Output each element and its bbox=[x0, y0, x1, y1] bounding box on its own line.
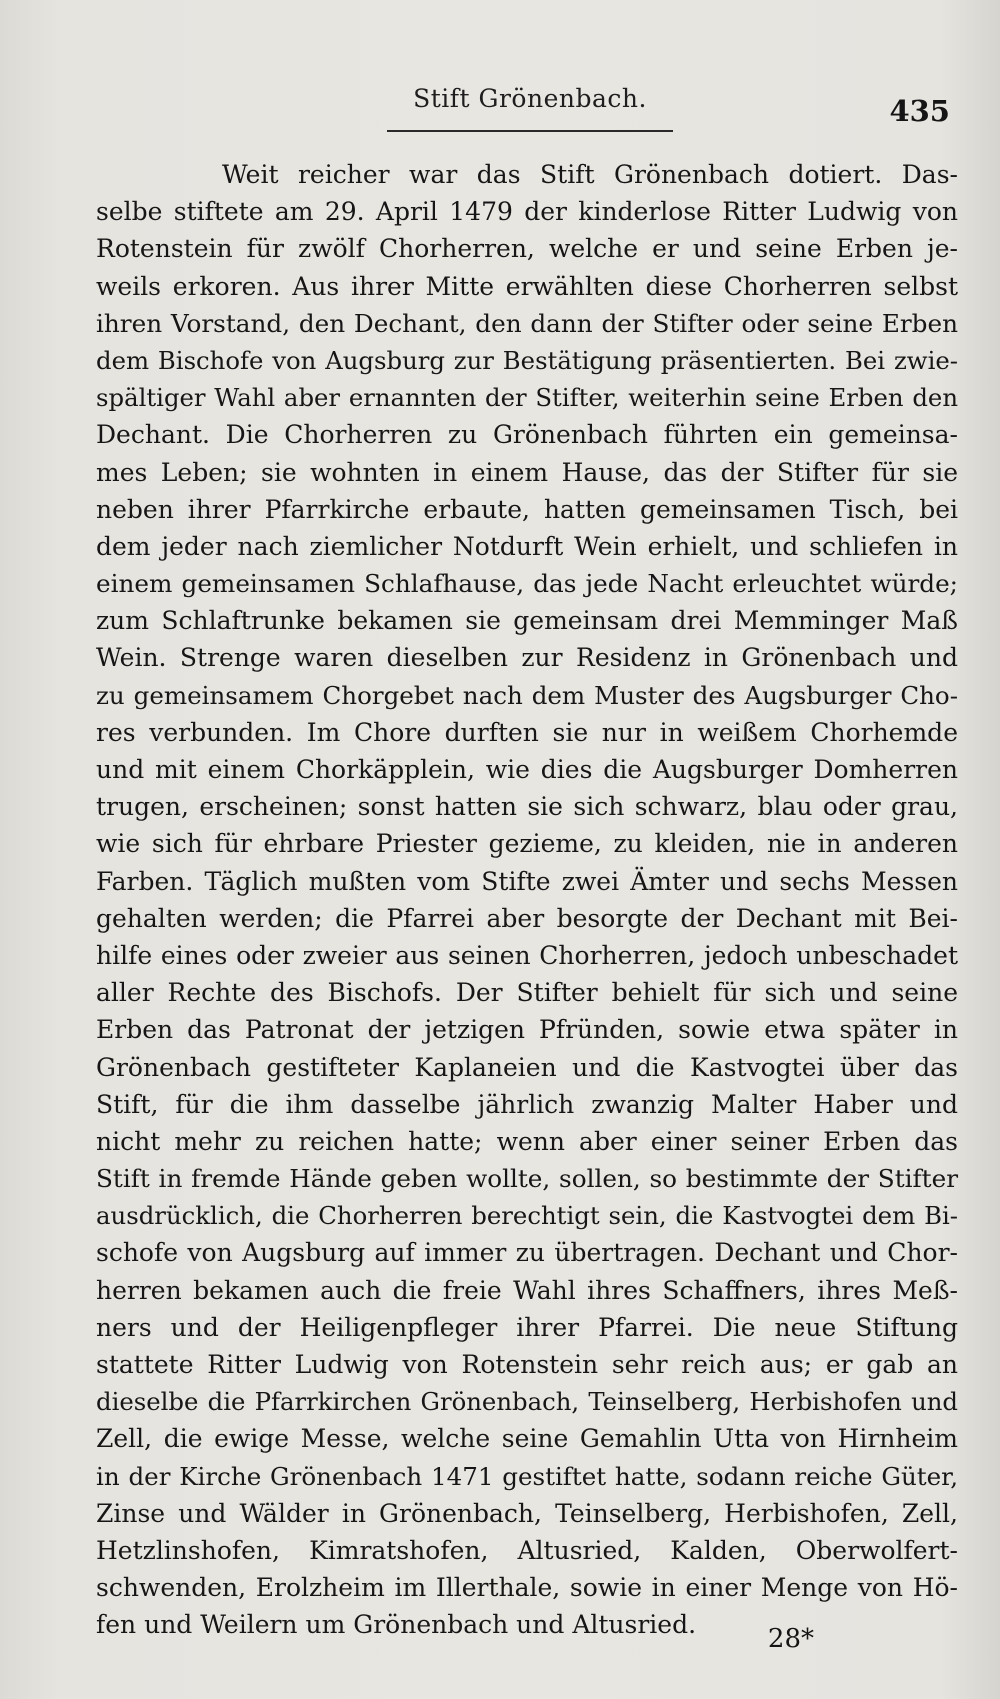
text-line: schwenden, Erolzheim im Illerthale, sowie in einer Menge von Hö- bbox=[96, 1573, 958, 1603]
text-line: schofe von Augsburg auf immer zu übertragen. Dechant und Chor- bbox=[96, 1238, 958, 1268]
text-line: Grönenbach gestifteter Kaplaneien und die Kastvogtei über das bbox=[96, 1052, 958, 1082]
text-line: weils erkoren. Aus ihrer Mitte erwählten diese Chorherren selbst bbox=[96, 271, 958, 301]
text-line: neben ihrer Pfarrkirche erbaute, hatten gemeinsamen Tisch, bei bbox=[96, 494, 958, 524]
text-line: dem Bischofe von Augsburg zur Bestätigung präsentierten. Bei zwie- bbox=[96, 345, 958, 375]
text-line: zu gemeinsamem Chorgebet nach dem Muster des Augsburger Cho- bbox=[96, 680, 958, 710]
text-line: zum Schlaftrunke bekamen sie gemeinsam drei Memminger Maß bbox=[96, 606, 958, 636]
text-line: wie sich für ehrbare Priester gezieme, zu kleiden, nie in anderen bbox=[96, 829, 958, 859]
text-line: res verbunden. Im Chore durften sie nur in weißem Chorhemde bbox=[96, 717, 958, 747]
text-line: Wein. Strenge waren dieselben zur Residenz in Grönenbach und bbox=[96, 643, 958, 673]
text-line: Hetzlinshofen, Kimratshofen, Altusried, Kalden, Oberwolfert- bbox=[96, 1535, 958, 1565]
text-line: selbe stiftete am 29. April 1479 der kinderlose Ritter Ludwig von bbox=[96, 197, 958, 227]
text-line: ihren Vorstand, den Dechant, den dann der Stifter oder seine Erben bbox=[96, 308, 958, 338]
text-line: gehalten werden; die Pfarrei aber besorgte der Dechant mit Bei- bbox=[96, 903, 958, 933]
text-line: ausdrücklich, die Chorherren berechtigt sein, die Kastvogtei dem Bi- bbox=[96, 1201, 958, 1231]
signature-mark: 28* bbox=[767, 1624, 814, 1654]
text-line: Erben das Patronat der jetzigen Pfründen, sowie etwa später in bbox=[96, 1015, 958, 1045]
text-line: Dechant. Die Chorherren zu Grönenbach führten ein gemeinsa- bbox=[96, 420, 958, 450]
header-rule bbox=[387, 130, 673, 132]
text-line: hilfe eines oder zweier aus seinen Chorherren, jedoch unbeschadet bbox=[96, 940, 958, 970]
text-line: Zell, die ewige Messe, welche seine Gemahlin Utta von Hirnheim bbox=[96, 1424, 958, 1454]
text-line: Stift, für die ihm dasselbe jährlich zwanzig Malter Haber und bbox=[96, 1089, 958, 1119]
body-text bbox=[96, 156, 958, 1644]
text-line: Farben. Täglich mußten vom Stifte zwei Ämter und sechs Messen bbox=[96, 866, 958, 896]
text-line: einem gemeinsamen Schlafhause, das jede Nacht erleuchtet würde; bbox=[96, 569, 958, 599]
text-line: Zinse und Wälder in Grönenbach, Teinselberg, Herbishofen, Zell, bbox=[96, 1498, 958, 1528]
text-line: in der Kirche Grönenbach 1471 gestiftet hatte, sodann reiche Güter, bbox=[96, 1461, 958, 1491]
text-line: spältiger Wahl aber ernannten der Stifter, weiterhin seine Erben den bbox=[96, 383, 958, 413]
running-head: Stift Grönenbach. bbox=[413, 84, 647, 113]
text-line: dieselbe die Pfarrkirchen Grönenbach, Teinselberg, Herbishofen und bbox=[96, 1387, 958, 1417]
text-line: Rotenstein für zwölf Chorherren, welche er und seine Erben je- bbox=[96, 234, 958, 264]
text-line: trugen, erscheinen; sonst hatten sie sich schwarz, blau oder grau, bbox=[96, 792, 958, 822]
text-line: herren bekamen auch die freie Wahl ihres Schaffners, ihres Meß- bbox=[96, 1275, 958, 1305]
text-line: Weit reicher war das Stift Grönenbach dotiert. Das- bbox=[222, 160, 958, 189]
text-line: stattete Ritter Ludwig von Rotenstein sehr reich aus; er gab an bbox=[96, 1350, 958, 1379]
text-line: dem jeder nach ziemlicher Notdurft Wein erhielt, und schliefen in bbox=[96, 531, 958, 561]
text-line: nicht mehr zu reichen hatte; wenn aber einer seiner Erben das bbox=[96, 1126, 958, 1156]
text-line: Stift in fremde Hände geben wollte, sollen, so bestimmte der Stifter bbox=[96, 1164, 958, 1194]
text-line: aller Rechte des Bischofs. Der Stifter behielt für sich und seine bbox=[96, 978, 958, 1008]
text-line: mes Leben; sie wohnten in einem Hause, das der Stifter für sie bbox=[96, 457, 958, 487]
page-number: 435 bbox=[889, 94, 950, 128]
text-line: und mit einem Chorkäpplein, wie dies die Augsburger Domherren bbox=[96, 755, 958, 784]
text-line: fen und Weilern um Grönenbach und Altusried. bbox=[96, 1610, 697, 1640]
text-line: ners und der Heiligenpfleger ihrer Pfarrei. Die neue Stiftung bbox=[96, 1312, 958, 1342]
